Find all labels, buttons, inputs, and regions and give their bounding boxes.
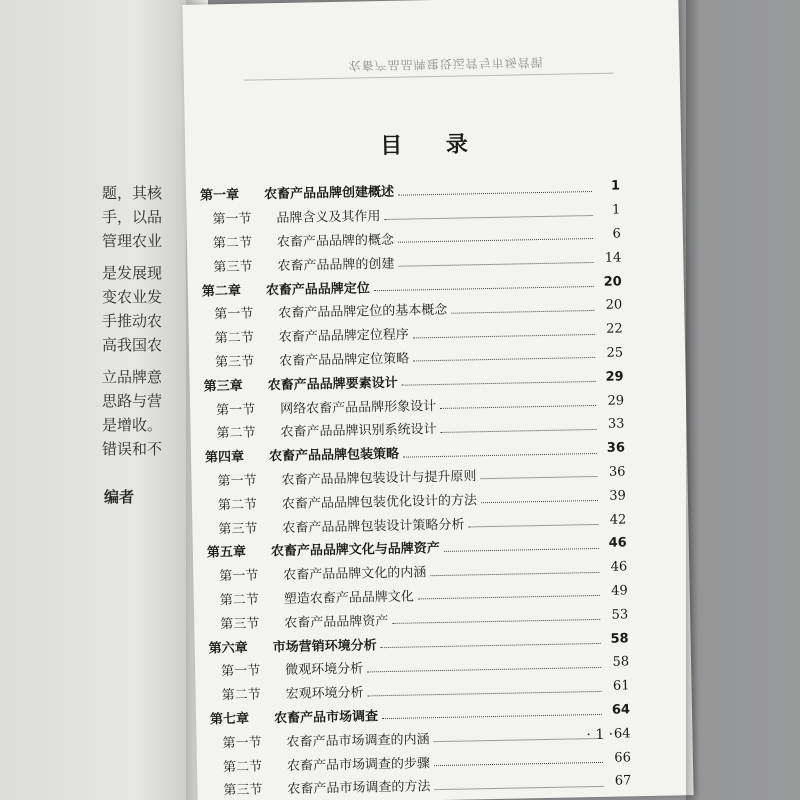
- toc-entry-number: 第一章: [199, 188, 240, 204]
- toc-entry-title: 农畜产品品牌识别系统设计: [280, 422, 437, 441]
- toc-leader-dots: [440, 404, 596, 409]
- left-page-line: 变农业发: [101, 288, 162, 306]
- toc-entry-page: 36: [606, 440, 626, 456]
- toc-entry-title: 农畜产品品牌文化与品牌资产: [270, 541, 441, 560]
- toc-leader-dots: [434, 761, 603, 766]
- toc-entry-number: 第三节: [223, 782, 263, 799]
- toc-leader-dots: [441, 428, 597, 433]
- toc-entry-page: 66: [614, 749, 632, 766]
- toc-entry-page: 6: [612, 226, 621, 242]
- toc-entry-number: 第二节: [221, 687, 261, 704]
- toc-entry-page: 36: [608, 464, 626, 480]
- toc-entry-number: 第五章: [206, 545, 247, 561]
- toc-entry-number: 第一节: [219, 568, 259, 585]
- toc-leader-dots: [402, 380, 596, 386]
- toc-entry-page: 64: [613, 726, 631, 742]
- toc-entry-page: 46: [610, 559, 628, 575]
- toc-leader-dots: [430, 571, 599, 576]
- toc-entry-title: 农畜产品市场调查的方法: [287, 779, 431, 798]
- toc-entry-title: 农畜产品品牌包装设计策略分析: [282, 517, 465, 536]
- toc-page: [182, 0, 693, 800]
- toc-entry-page: 20: [605, 297, 623, 314]
- toc-leader-dots: [392, 618, 600, 624]
- toc-entry-number: 第六章: [208, 640, 248, 656]
- left-page-line: 思路与营: [101, 392, 162, 410]
- left-page-line: 题，其核: [101, 184, 162, 202]
- toc-leader-dots: [418, 594, 600, 599]
- toc-leader-dots: [413, 356, 595, 361]
- toc-leader-dots: [451, 309, 594, 314]
- toc-entry-page: 1: [610, 178, 621, 195]
- toc-entry-title: 农畜产品品牌定位: [265, 280, 371, 298]
- toc-entry-number: 第二节: [217, 497, 258, 513]
- toc-entry-title: 农畜产品市场调查的步骤: [286, 755, 431, 774]
- toc-entry-page: 58: [610, 630, 629, 647]
- left-page-line: 管理农业: [101, 232, 162, 250]
- toc-entry-number: 第一节: [221, 663, 261, 680]
- toc-entry-number: 第二章: [201, 283, 242, 300]
- toc-entry-page: 29: [607, 392, 625, 409]
- left-page-line: 高我国农: [101, 336, 162, 354]
- toc-entry-title: 农畜产品市场调查: [273, 709, 379, 727]
- toc-leader-dots: [398, 237, 593, 243]
- left-page-line: 手推动农: [101, 312, 162, 330]
- toc-entry-title: 农畜产品品牌资产: [284, 613, 389, 631]
- toc-entry-title: 农畜产品品牌包装优化设计的方法: [281, 493, 478, 512]
- toc-entry-number: 第一节: [216, 402, 256, 418]
- toc-leader-dots: [481, 475, 598, 479]
- toc-entry-number: 第二节: [212, 235, 253, 252]
- left-page-line: 是发展现: [101, 264, 162, 282]
- toc-entry-number: 第三节: [215, 354, 255, 371]
- toc-leader-dots: [481, 499, 598, 503]
- toc-leader-dots: [468, 523, 598, 527]
- toc-entry-page: 42: [609, 511, 627, 528]
- toc-leader-dots: [434, 737, 603, 742]
- toc-leader-dots: [398, 261, 593, 267]
- toc-entry-number: 第一节: [217, 473, 257, 490]
- toc-entry-number: 第三章: [203, 378, 243, 395]
- toc-entry-title: 农畜产品品牌文化的内涵: [283, 565, 427, 584]
- toc-entry-title: 微观环境分析: [285, 661, 364, 679]
- toc-entry-title: 塑造农畜产品品牌文化: [283, 589, 414, 607]
- toc-entry-number: 第七章: [209, 711, 250, 728]
- left-page-line: 是增收。: [101, 416, 162, 434]
- toc-entry-title: 农畜产品品牌创建概述: [263, 185, 395, 203]
- toc-leader-dots: [382, 713, 602, 719]
- toc-entry-number: 第一节: [222, 735, 262, 751]
- toc-entry-number: 第一节: [214, 306, 254, 323]
- toc-entry-title: 农畜产品品牌包装设计与提升原则: [281, 469, 477, 488]
- toc-leader-dots: [403, 452, 597, 458]
- editor-signature: 编者: [103, 488, 134, 506]
- toc-entry-number: 第二节: [219, 592, 259, 609]
- toc-entry-number: 第二节: [214, 330, 254, 347]
- toc-entry-page: 33: [607, 416, 625, 433]
- toc-entry-title: 农畜产品品牌的创建: [277, 256, 395, 274]
- toc-entry-page: 46: [608, 535, 627, 552]
- toc-entry-page: 14: [604, 250, 622, 266]
- toc-entry-number: 第一节: [212, 211, 252, 228]
- toc-entry-title: 农畜产品品牌定位程序: [278, 327, 409, 346]
- toc-entry-title: 市场营销环境分析: [272, 637, 377, 655]
- toc-entry-page: 29: [605, 369, 624, 385]
- running-header: 农畜产品品牌建设运营与市场营销: [348, 54, 544, 73]
- toc-leader-dots: [434, 785, 603, 790]
- toc-leader-dots: [368, 690, 602, 696]
- toc-entry-title: 农畜产品品牌包装策略: [268, 446, 400, 465]
- toc-entry-page: 20: [603, 274, 622, 290]
- toc-leader-dots: [367, 666, 601, 672]
- toc-entry-title: 农畜产品市场调查的内涵: [286, 731, 430, 750]
- left-page-line: 错误和不: [101, 440, 162, 458]
- toc-entry-number: 第三节: [213, 259, 253, 276]
- toc-entry-title: 农畜产品品牌定位策略: [279, 351, 410, 370]
- toc-leader-dots: [381, 642, 601, 648]
- toc-leader-dots: [398, 190, 592, 196]
- toc-entry-number: 第二节: [216, 425, 256, 442]
- toc-entry-title: 宏观环境分析: [285, 685, 364, 703]
- toc-entry-title: 品牌含义及其作用: [276, 209, 381, 227]
- left-page-line: 立品牌意: [101, 368, 162, 386]
- toc-entry-page: 64: [611, 702, 631, 718]
- toc-entry-title: 农畜产品品牌定位的基本概念: [278, 303, 448, 322]
- toc-leader-dots: [413, 333, 595, 338]
- toc-entry-page: 53: [611, 607, 629, 623]
- toc-entry-title: 农畜产品品牌要素设计: [267, 375, 398, 394]
- toc-entry-page: 1: [611, 202, 621, 218]
- toc-entry-page: 61: [612, 678, 630, 694]
- toc-leader-dots: [385, 214, 593, 220]
- toc-entry-page: 49: [611, 583, 628, 599]
- toc-entry-page: 25: [606, 345, 624, 361]
- toc-leader-dots: [444, 547, 599, 552]
- left-page: [0, 0, 196, 800]
- toc-entry-title: 农畜产品品牌的概念: [276, 232, 395, 251]
- page-edge-shadow: [686, 0, 700, 800]
- toc-list: [200, 174, 632, 800]
- toc-entry-number: 第二节: [222, 758, 263, 775]
- toc-entry-number: 第四章: [204, 449, 245, 466]
- toc-leader-dots: [374, 285, 594, 291]
- toc-entry-number: 第三节: [218, 521, 258, 537]
- toc-entry-page: 58: [612, 654, 630, 671]
- toc-entry-page: 22: [605, 321, 623, 337]
- left-page-line: 手，以品: [101, 208, 162, 226]
- toc-entry-title: 网络农畜产品品牌形象设计: [280, 398, 437, 417]
- toc-entry-number: 第三节: [220, 616, 260, 632]
- toc-title: 目 录: [380, 131, 487, 160]
- toc-entry-page: 39: [609, 488, 627, 504]
- toc-entry-page: 67: [614, 773, 632, 789]
- page-number: · 1 ·: [586, 726, 614, 744]
